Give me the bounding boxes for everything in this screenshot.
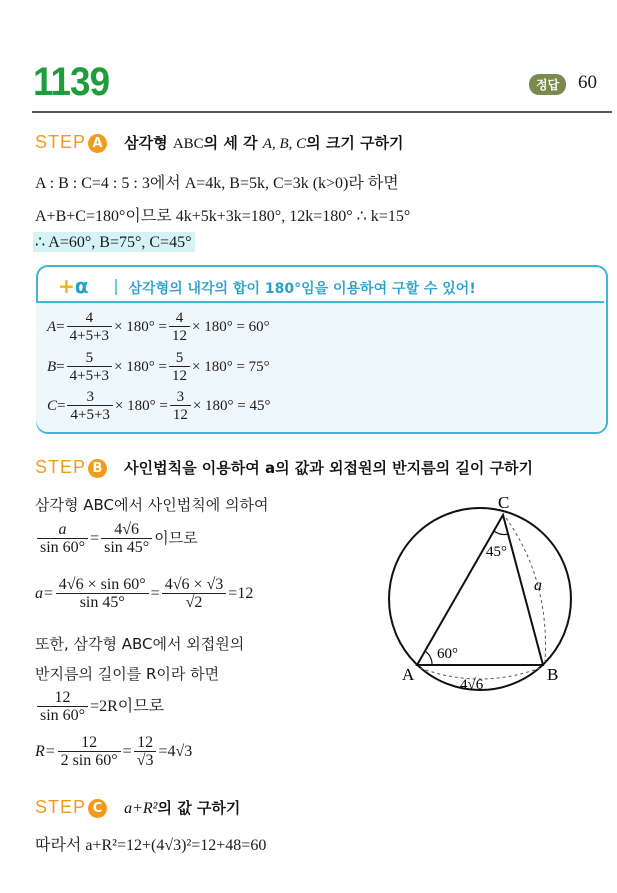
tip-row-a: A= $\frac{4}{4+5+3}$ × 180° = $\frac{4}{12}$ × 180° = 60°	[47, 310, 270, 344]
step-label: STEP	[35, 457, 87, 477]
side-ab-label: 4√6	[460, 677, 484, 693]
tip-heading-text: 삼각형의 내각의 합이 180°임을 이용하여 구할 수 있어!	[128, 281, 476, 297]
step-c-header	[35, 797, 240, 818]
angle-a-label: 60°	[437, 646, 458, 662]
step-b-line-1: 삼각형 ABC에서 사인법칙에 의하여	[35, 496, 269, 514]
problem-number: 1139	[33, 60, 110, 104]
sine-law-equation: $\frac{a}{\sin 60^\circ}$ = $\frac{4√6}{\sin 45^\circ}$ 이므로	[35, 522, 198, 557]
radius-value-equation: R= $\frac{12}{2 \sin 60^\circ}$ = $\frac{12}{√3}$ =4√3	[35, 734, 193, 769]
step-b-line-2: 또한, 삼각형 ABC에서 외접원의	[35, 635, 245, 653]
vertex-a-label: A	[402, 665, 415, 684]
tip-box-heading	[58, 274, 476, 298]
alpha-icon: α	[74, 274, 89, 298]
radius-equation: $\frac{12}{\sin 60^\circ}$ =2R이므로	[35, 690, 164, 725]
plus-icon: +	[58, 274, 75, 298]
vertex-c-label: C	[498, 493, 510, 512]
step-c-line-1: 따라서 a+R²=12+(4√3)²=12+48=60	[35, 837, 267, 854]
step-a-badge: A	[88, 134, 107, 153]
step-b-title: 사인법칙을 이용하여 a의 값과 외접원의 반지름의 길이 구하기	[124, 459, 534, 477]
step-b-badge: B	[88, 459, 107, 478]
step-a-line-2: A+B+C=180°이므로 4k+5k+3k=180°, 12k=180° ∴ k=15°	[35, 208, 411, 225]
angle-c-label: 45°	[486, 544, 507, 560]
header-divider	[32, 111, 612, 113]
tip-row-c: C= $\frac{3}{4+5+3}$ × 180° = $\frac{3}{12}$ × 180° = 45°	[47, 389, 271, 423]
side-bc-label: a	[534, 577, 542, 594]
step-label: STEP	[35, 797, 87, 817]
angle-a-arc	[425, 651, 432, 665]
answer-value: 60	[578, 72, 597, 93]
answer-badge: 정답	[529, 74, 566, 95]
circumcircle	[389, 508, 571, 690]
tip-row-b: B= $\frac{5}{4+5+3}$ × 180° = $\frac{5}{12}$ × 180° = 75°	[47, 350, 270, 384]
step-a-result: ∴ A=60°, B=75°, C=45°	[33, 232, 195, 252]
step-label: STEP	[35, 132, 87, 152]
step-a-title: 삼각형 ABC의 세 각 A, B, C의 크기 구하기	[124, 134, 404, 152]
divider-bar	[115, 279, 117, 295]
vertex-b-label: B	[547, 665, 559, 684]
step-a-line-1: A : B : C=4 : 5 : 3에서 A=4k, B=5k, C=3k (k>0)라 하면	[35, 175, 399, 192]
triangle-abc	[417, 515, 543, 665]
a-value-equation: a= $\frac{4√6 \times \sin 60^\circ}{\sin 45^\circ}$ = $\frac{4√6 \times √3}{√2}$ =12	[35, 576, 254, 611]
step-c-badge: C	[88, 799, 107, 818]
step-b-header	[35, 457, 533, 478]
step-c-title: a+R²의 값 구하기	[124, 799, 241, 817]
step-a-header	[35, 132, 404, 153]
step-b-line-3: 반지름의 길이를 R이라 하면	[35, 665, 220, 683]
circumcircle-triangle-diagram	[380, 490, 610, 720]
